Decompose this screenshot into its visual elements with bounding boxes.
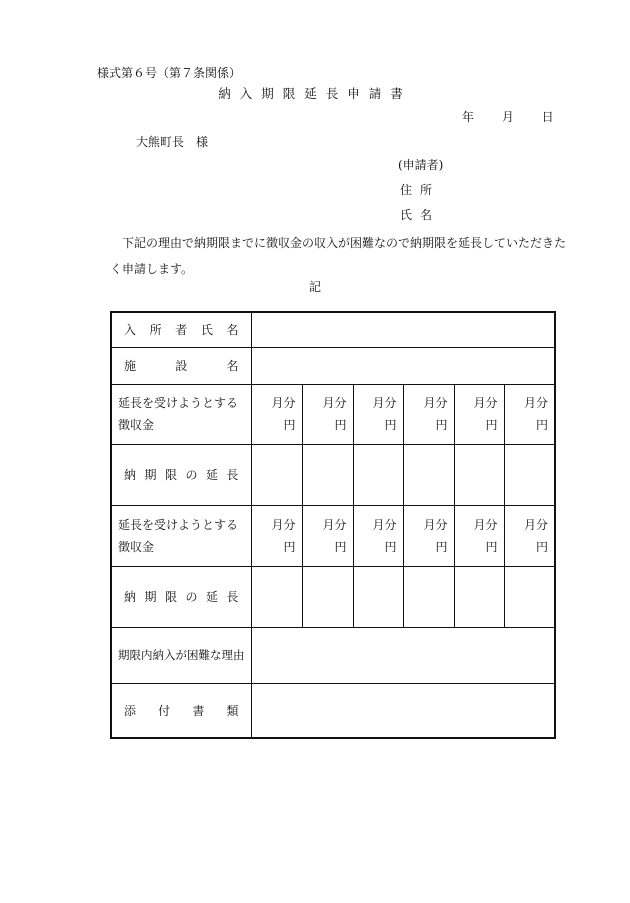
fee-cell[interactable] — [403, 384, 454, 444]
label-char: 氏 — [200, 323, 213, 338]
month-unit: 月分 — [473, 396, 498, 410]
deadline-cell[interactable] — [454, 566, 504, 627]
month-unit: 月分 — [423, 396, 448, 410]
addressee: 大熊町長 様 — [136, 135, 209, 149]
deadline-label — [111, 566, 251, 627]
yen-unit: 円 — [283, 539, 296, 554]
month-unit: 月分 — [322, 396, 347, 410]
yen-unit: 円 — [334, 418, 347, 432]
label-char: 者 — [175, 323, 188, 338]
label-char: 類 — [226, 703, 239, 718]
label-char: 延 — [205, 590, 218, 604]
row-attachment — [111, 683, 555, 738]
address-label: 住所 — [400, 183, 441, 197]
deadline-cell[interactable] — [353, 444, 403, 505]
fee-cell[interactable] — [403, 505, 454, 566]
reason-label: 期限内納入が困難な理由 — [111, 627, 251, 683]
fee-cell[interactable] — [353, 505, 403, 566]
deadline-cell[interactable] — [251, 444, 302, 505]
label-char: 期 — [144, 590, 157, 604]
yen-unit: 円 — [435, 418, 448, 432]
deadline-cell[interactable] — [302, 566, 353, 627]
month-unit: 月分 — [523, 517, 548, 532]
date-day: 日 — [541, 110, 554, 124]
label-char: 長 — [226, 468, 239, 482]
yen-unit: 円 — [485, 539, 498, 554]
deadline-cell[interactable] — [454, 444, 504, 505]
label-char: 施 — [124, 359, 137, 373]
label-char: 付 — [158, 703, 171, 718]
note-label: 記 — [308, 280, 321, 294]
label-char: 名 — [226, 359, 239, 373]
row-deadline-1 — [111, 444, 555, 505]
deadline-cell[interactable] — [504, 566, 555, 627]
fee-label: 延長を受けようとする徴収金 — [111, 384, 251, 444]
label-char: の — [185, 590, 198, 604]
fee-cell[interactable] — [504, 505, 555, 566]
facility-field[interactable] — [251, 347, 555, 384]
month-unit: 月分 — [523, 396, 548, 410]
label-char: 延 — [205, 468, 218, 482]
yen-unit: 円 — [485, 418, 498, 432]
deadline-cell[interactable] — [403, 444, 454, 505]
attachment-label — [111, 683, 251, 738]
label-char: 長 — [226, 590, 239, 604]
yen-unit: 円 — [535, 539, 548, 554]
yen-unit: 円 — [334, 539, 347, 554]
date-line — [462, 108, 554, 125]
form-number: 様式第６号（第７条関係） — [97, 66, 242, 80]
deadline-cell[interactable] — [251, 566, 302, 627]
fee-cell[interactable] — [251, 505, 302, 566]
label-char: 添 — [124, 703, 137, 718]
month-unit: 月分 — [372, 396, 397, 410]
applicant-header: (申請者) — [398, 158, 444, 172]
deadline-cell[interactable] — [403, 566, 454, 627]
month-unit: 月分 — [271, 396, 296, 410]
yen-unit: 円 — [535, 418, 548, 432]
label-char: 所 — [149, 323, 162, 338]
fee-cell[interactable] — [454, 384, 504, 444]
facility-label — [111, 347, 251, 384]
month-unit: 月分 — [271, 517, 296, 532]
reason-field[interactable] — [251, 627, 555, 683]
row-fee-1 — [111, 384, 555, 444]
date-month: 月 — [501, 110, 514, 124]
deadline-cell[interactable] — [353, 566, 403, 627]
yen-unit: 円 — [283, 418, 296, 432]
row-reason — [111, 627, 555, 683]
row-fee-2 — [111, 505, 555, 566]
fee-cell[interactable] — [504, 384, 555, 444]
resident-name-field[interactable] — [251, 312, 555, 347]
date-year: 年 — [462, 110, 475, 124]
month-unit: 月分 — [322, 517, 347, 532]
label-char: 納 — [124, 468, 137, 482]
label-char: の — [185, 468, 198, 482]
label-char: 設 — [175, 359, 188, 373]
body-text: 下記の理由で納期限までに徴収金の収入が困難なので納期限を延長していただきたく申請します。 — [110, 236, 567, 276]
fee-cell[interactable] — [251, 384, 302, 444]
fee-cell[interactable] — [302, 505, 353, 566]
application-table — [110, 311, 556, 739]
label-char: 納 — [124, 590, 137, 604]
document-title: 納入期限延長申請書 — [218, 86, 412, 101]
deadline-cell[interactable] — [302, 444, 353, 505]
label-char: 入 — [124, 323, 137, 338]
fee-cell[interactable] — [302, 384, 353, 444]
label-char: 限 — [164, 590, 177, 604]
fee-cell[interactable] — [353, 384, 403, 444]
label-char: 名 — [226, 323, 239, 338]
yen-unit: 円 — [384, 539, 397, 554]
label-char: 書 — [192, 703, 205, 718]
row-deadline-2 — [111, 566, 555, 627]
yen-unit: 円 — [435, 539, 448, 554]
month-unit: 月分 — [423, 517, 448, 532]
deadline-label — [111, 444, 251, 505]
month-unit: 月分 — [473, 517, 498, 532]
month-unit: 月分 — [372, 517, 397, 532]
label-char: 期 — [144, 468, 157, 482]
attachment-field[interactable] — [251, 683, 555, 738]
label-char: 限 — [164, 468, 177, 482]
resident-name-label — [111, 312, 251, 347]
fee-cell[interactable] — [454, 505, 504, 566]
row-resident-name — [111, 312, 555, 347]
yen-unit: 円 — [384, 418, 397, 432]
row-facility — [111, 347, 555, 384]
name-label: 氏名 — [400, 208, 441, 222]
deadline-cell[interactable] — [504, 444, 555, 505]
fee-label: 延長を受けようとする徴収金 — [111, 505, 251, 566]
